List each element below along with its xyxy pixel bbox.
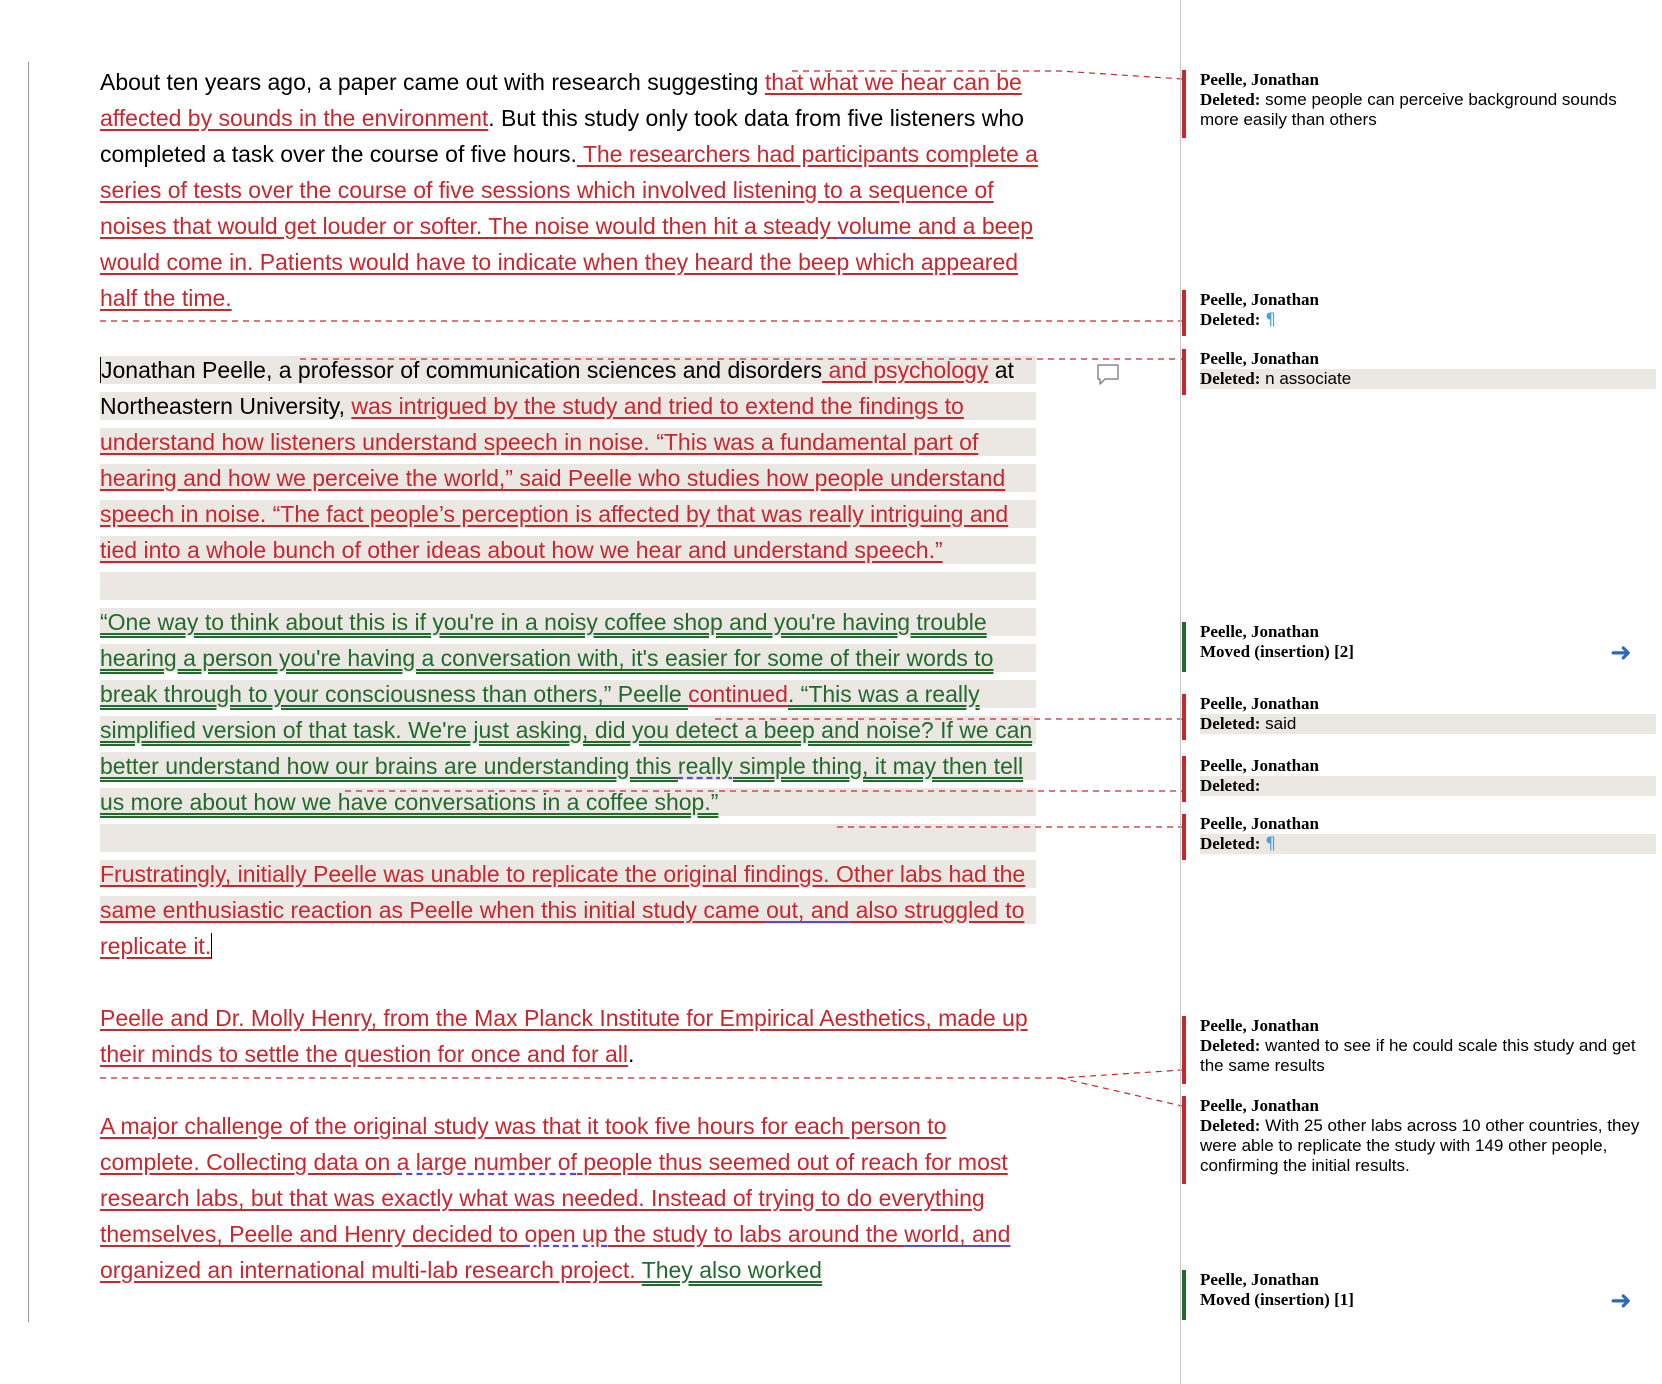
arrow-right-icon[interactable]: ➜ — [1610, 1286, 1632, 1316]
balloon-type: Deleted: — [1200, 310, 1261, 329]
moved-text[interactable]: They also worked — [641, 1257, 822, 1283]
balloon-author: Peelle, Jonathan — [1200, 694, 1319, 713]
balloon-text: With 25 other labs across 10 other countries, they were able to replicate the study with 149 other people, confirming the initial results. — [1200, 1116, 1640, 1175]
balloon-moved[interactable] — [1182, 1270, 1656, 1320]
balloon-author: Peelle, Jonathan — [1200, 70, 1319, 89]
insertion[interactable]: world, and — [904, 1221, 1011, 1247]
balloon-text: said — [1265, 714, 1297, 733]
balloon-text: n associate — [1265, 369, 1352, 388]
insertion[interactable]: The researchers had participants complete a series of tests over the course of five sessions which involved listening to a sequence of noises that would get louder or softer. The noise would then hit a steady — [100, 141, 1038, 239]
insertion[interactable]: continued — [688, 681, 788, 707]
balloon-text: wanted to see if he could scale this study and get the same results — [1200, 1036, 1636, 1075]
balloon-deletion[interactable] — [1182, 290, 1656, 336]
insertion[interactable]: a large number of — [396, 1149, 577, 1175]
insertion[interactable]: out, and — [766, 897, 850, 923]
moved-text[interactable]: “One way to think about this is if you're in a noisy coffee shop and you're having trouble hearing a person you're having a conversation with, it's easier for some of their words to break through to your consciousness than others,” Peelle — [100, 609, 994, 707]
insertion[interactable]: the study to labs around the — [607, 1221, 905, 1247]
insertion[interactable]: Frustratingly, initially Peelle was unable to replicate the original findings. Other labs had the same enthusiastic reaction as Peelle when this initial study came — [100, 861, 1026, 923]
text-run: at Northeastern University, — [100, 357, 1014, 419]
insertion[interactable]: volume — [837, 213, 912, 239]
balloon-author: Peelle, Jonathan — [1200, 622, 1319, 641]
paragraph-mark: ¶ — [1265, 310, 1276, 330]
balloon-type: Moved (insertion) [2] — [1200, 642, 1354, 661]
balloon-deletion[interactable] — [1182, 349, 1656, 395]
insertion[interactable]: and psychology — [822, 357, 989, 383]
moved-text[interactable]: . “This was a really simplified version of that task. We're just asking, did you detect a beep and noise? If we can better understand how our brains are understanding this — [100, 681, 1033, 779]
balloon-deletion[interactable] — [1182, 814, 1656, 860]
moved-text[interactable]: really — [677, 753, 733, 779]
insertion[interactable]: that what we hear can be affected by sounds in the environment — [100, 69, 1022, 131]
balloon-type: Deleted: — [1200, 714, 1261, 733]
balloon-moved[interactable] — [1182, 622, 1656, 672]
paragraph-mark: ¶ — [1265, 834, 1276, 854]
balloon-author: Peelle, Jonathan — [1200, 1016, 1319, 1035]
insertion[interactable]: and a beep would come in. Patients would have to indicate when they heard the beep which appeared half the time. — [100, 213, 1033, 311]
balloon-author: Peelle, Jonathan — [1200, 756, 1319, 775]
balloon-type: Deleted: — [1200, 1116, 1261, 1135]
text-run: Jonathan Peelle, a professor of communication sciences and disorders — [101, 357, 823, 383]
moved-text[interactable]: simple thing, it may then tell us more about how we have conversations in a coffee shop.” — [100, 753, 1024, 815]
insertion[interactable]: Peelle and Dr. Molly Henry, from the Max Planck Institute for Empirical Aesthetics, made up their minds to settle the question for once and for all — [100, 1005, 1028, 1067]
balloon-deletion[interactable] — [1182, 694, 1656, 740]
insertion[interactable]: organized an international multi-lab research project. — [100, 1257, 642, 1283]
balloon-type: Moved (insertion) [1] — [1200, 1290, 1354, 1309]
insertion[interactable]: was intrigued by the study and tried to extend the findings to understand how listeners understand speech in noise. “This was a fundamental part of hearing and how we perceive the world,” said Peelle who studies how people understand speech in noise. “The fact people’s perception is affected by that was really intriguing and tied into a whole bunch of other ideas about how we hear and understand speech.” — [100, 393, 1009, 563]
insertion[interactable]: also struggled to replicate it. — [100, 897, 1025, 959]
balloon-deletion[interactable] — [1182, 1096, 1656, 1184]
balloon-type: Deleted: — [1200, 1036, 1261, 1055]
balloon-deletion[interactable] — [1182, 70, 1656, 138]
balloon-type: Deleted: — [1200, 834, 1261, 853]
balloon-author: Peelle, Jonathan — [1200, 1270, 1319, 1289]
text-run: About ten years ago, a paper came out with research suggesting — [100, 69, 765, 95]
arrow-right-icon[interactable]: ➜ — [1610, 638, 1632, 668]
balloon-text: some people can perceive background sounds more easily than others — [1200, 90, 1617, 129]
balloon-author: Peelle, Jonathan — [1200, 1096, 1319, 1115]
balloon-type: Deleted: — [1200, 90, 1261, 109]
text-run: . — [628, 1041, 635, 1067]
balloon-author: Peelle, Jonathan — [1200, 814, 1319, 833]
balloon-deletion[interactable] — [1182, 1016, 1656, 1084]
insertion[interactable]: open up — [524, 1221, 608, 1247]
balloon-type: Deleted: — [1200, 369, 1261, 388]
balloon-author: Peelle, Jonathan — [1200, 290, 1319, 309]
insertion[interactable]: A major challenge of the original study was that it took five hours for each person to complete. Collecting data on — [100, 1113, 947, 1175]
insertion[interactable]: people thus seemed out of reach for most research labs, but that was exactly what was needed. Instead of trying to do everything themselves, Peelle and Henry decided to — [100, 1149, 1008, 1247]
balloon-type: Deleted: — [1200, 776, 1261, 795]
text-run: . But this study only took data from five listeners who completed a task over the course of five hours. — [100, 105, 1024, 167]
balloon-author: Peelle, Jonathan — [1200, 349, 1319, 368]
balloon-deletion[interactable] — [1182, 756, 1656, 802]
